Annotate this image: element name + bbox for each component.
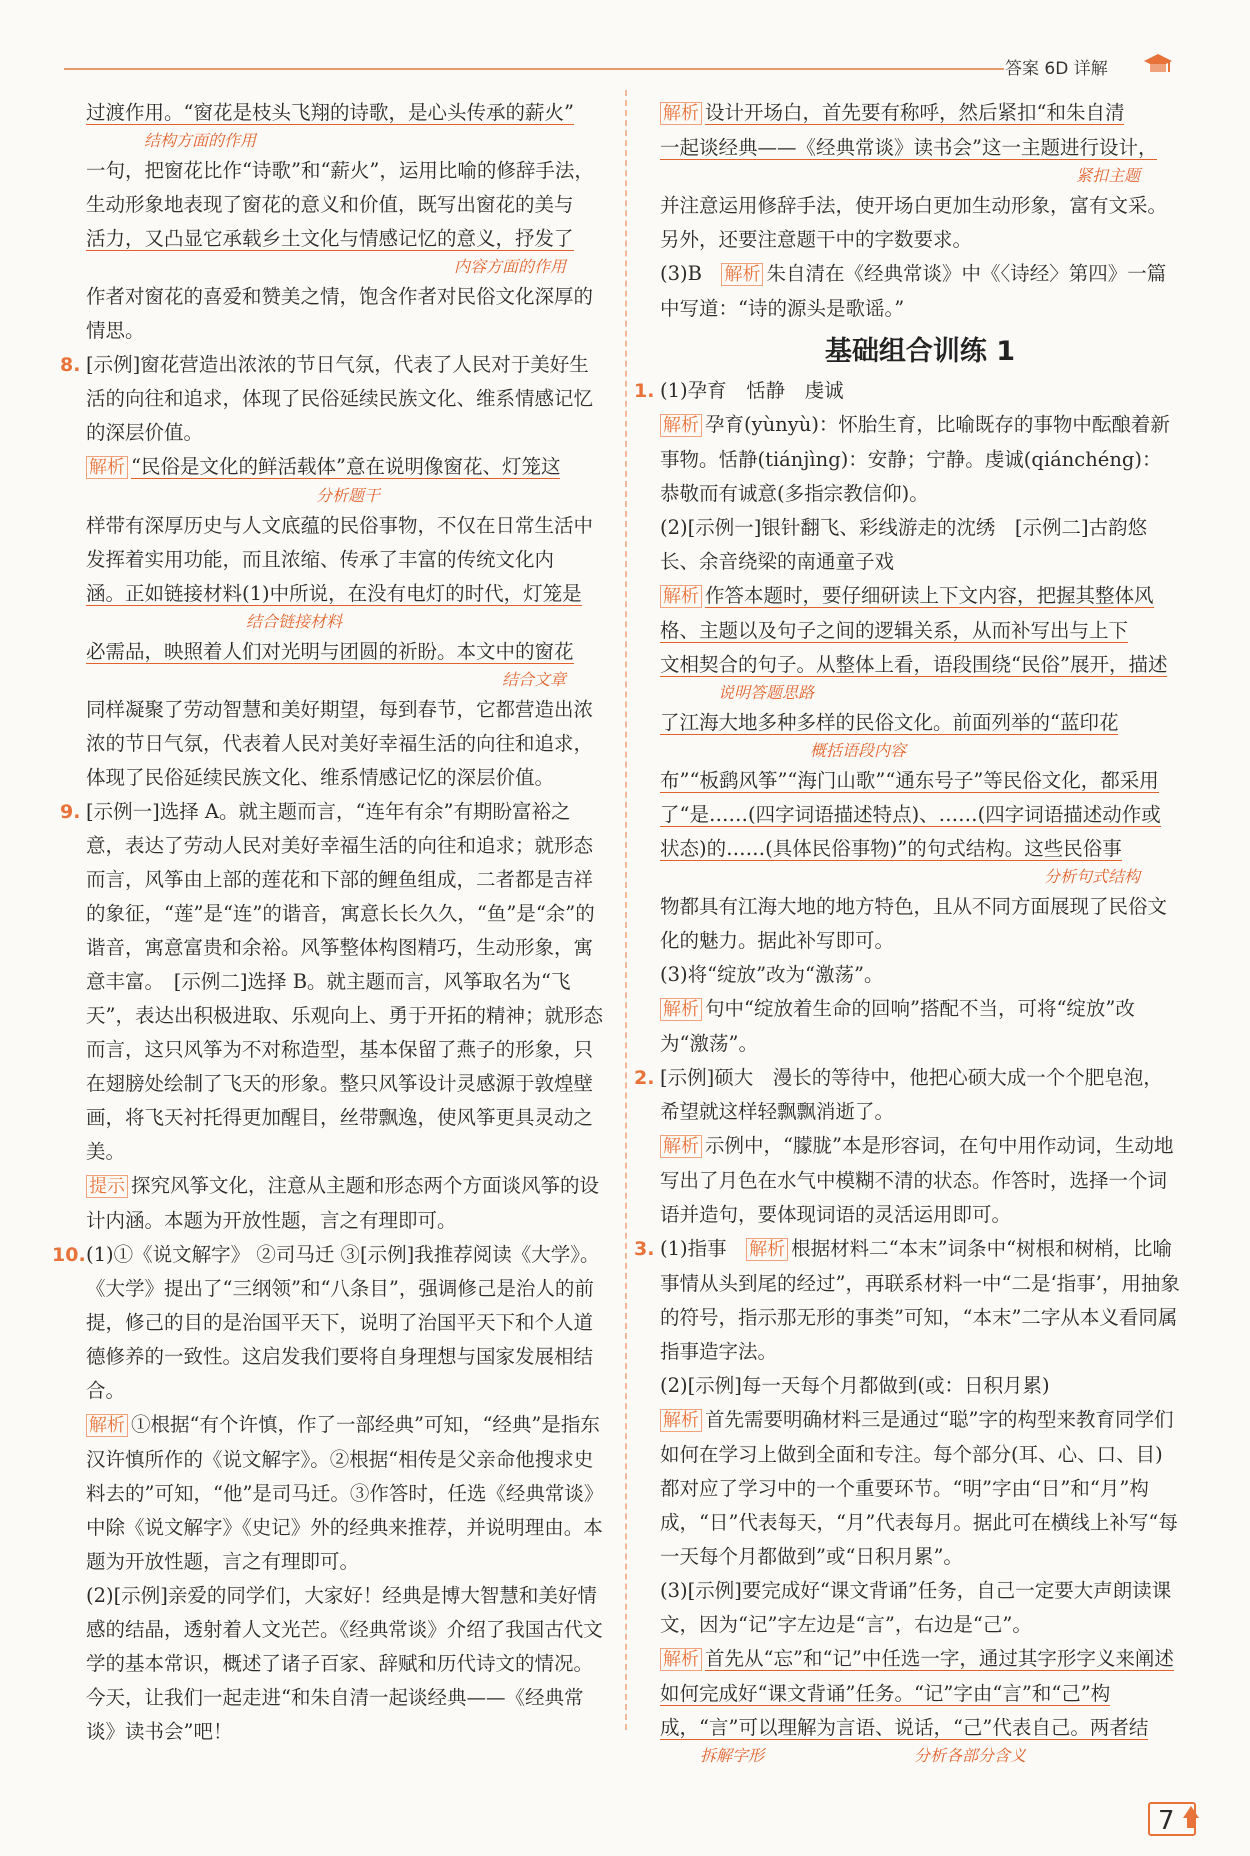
q3-text-3: (2) xyxy=(660,1374,688,1397)
underlined-text: “民俗是文化的鲜活载体”意在说明像窗花、灯笼这 xyxy=(131,455,561,478)
analysis-tag: 解析 xyxy=(660,414,702,437)
underlined-text: 必需品，映照着人们对光明与团圆的祈盼。本文中的窗花 xyxy=(86,640,574,663)
q2-text-1: 硕大 漫长的等待中，他把心硕大成一个个肥皂泡，希望就这样轻飘飘消逝了。 xyxy=(660,1066,1163,1123)
question-9 xyxy=(60,795,606,1238)
left-p3: 作者对窗花的喜爱和赞美之情，饱含作者对民俗文化深厚的情思。 xyxy=(86,285,594,342)
q9-text-2: 选择 B。就主题而言，风筝取名为“飞天”，表达出积极进取、乐观向上、勇于开拓的精神；就形态而言，这只风筝为不对称造型，基本保留了燕子的形象，只在翅膀处绘制了飞天的形象。整只风筝设计灵感源于敦煌壁画，将飞天衬托得更加醒目，丝带飘逸，使风筝更具灵动之美。 xyxy=(86,970,603,1163)
q1-analysis-6: 物都具有江海大地的地方特色，且从不同方面展现了民俗文化的魅力。据此补写即可。 xyxy=(660,895,1168,952)
left-column xyxy=(52,96,606,1749)
analysis-tag: 解析 xyxy=(660,1135,702,1158)
q3-analysis-3 xyxy=(660,1642,1180,1745)
q9-text-1: 选择 A。就主题而言，“连年有余”有期盼富裕之意，表达了劳动人民对美好幸福生活的向往和追求；就形态而言，风筝由上部的莲花和下部的鲤鱼组成，二者都是吉祥的象征，“莲”是“连”的谐音，寓意长长久久，“鱼”是“余”的谐音，寓意富贵和余裕。风筝整体构图精巧，生动形象，寓意丰富。 xyxy=(86,800,595,993)
annotation-split: 拆解字形 xyxy=(700,1746,765,1765)
analysis-tag: 解析 xyxy=(660,585,702,608)
example-tag: 示例二 xyxy=(181,970,240,993)
q8-analysis-2: 样带有深厚历史与人文底蕴的民俗事物，不仅在日常生活中发挥着实用功能，而且浓缩、传承了丰富的传统文化内 xyxy=(86,514,594,571)
q10-part-2: (2)[示例]亲爱的同学们，大家好！经典是博大智慧和美好情感的结晶，透射着人文光芒。《经典常谈》介绍了我国古代文学的基本常识，概述了诸子百家、辞赋和历代诗文的情况。今天，让我们一起走进“和朱自清一起谈经典——《经典常谈》读书会”吧！ xyxy=(86,1584,603,1743)
q1-answer-3: (3)将“绽放”改为“激荡”。 xyxy=(660,963,884,986)
column-divider xyxy=(625,90,627,1730)
q9-tip xyxy=(86,1169,606,1238)
q8-analysis-5: 同样凝聚了劳动智慧和美好期望，每到春节，它都营造出浓浓的节日气氛，代表着人民对美好幸福生活的向往和追求，体现了民俗延续民族文化、维系情感记忆的深层价值。 xyxy=(86,698,594,789)
header-rule xyxy=(64,68,1004,70)
analysis-tag: 解析 xyxy=(660,102,702,125)
underlined-text: 作答本题时，要仔细研读上下文内容，把握其整体风格、主题以及句子之间的逻辑关系，从而补写出与上下 xyxy=(660,584,1154,642)
question-1 xyxy=(634,374,1180,1061)
analysis-tag: 解析 xyxy=(660,1409,702,1432)
q3-text-2: 根据材料二“本末”词条中“树根和树梢，比喻事情从头到尾的经过”，再联系材料一中“二是‘指事’，用抽象的符号，指示那无形的事类”可知，“本末”二字从本义看同属指事造字法。 xyxy=(660,1237,1180,1363)
question-3 xyxy=(634,1232,1180,1769)
answer-3: (3)B xyxy=(660,262,702,285)
q10-text-3: ①根据“有个许慎，作了一部经典”可知，“经典”是指东汉许慎所作的《说文解字》。②根据“相传是父亲命他搜求史料去的”可知，“他”是司马迁。③作答时，任选《经典常谈》中除《说文解字》《史记》外的经典来推荐，并说明理由。本题为开放性题，言之有理即可。 xyxy=(86,1413,604,1573)
right-column xyxy=(634,96,1180,1769)
q1-answer-2: (2)[示例一]银针翻飞、彩线游走的沈绣 [示例二]古韵悠长、余音绕梁的南通童子戏 xyxy=(660,516,1148,573)
underlined-text: 活力，又凸显它承载乡土文化与情感记忆的意义，抒发了 xyxy=(86,227,574,250)
q1-analysis-2 xyxy=(660,579,1180,648)
question-10 xyxy=(52,1238,606,1749)
page-number: 7 xyxy=(1148,1802,1196,1836)
q3-part-3: (3)[示例]要完成好“课文背诵”任务，自己一定要大声朗读课文，因为“记”字左边是“言”，右边是“己”。 xyxy=(660,1579,1172,1636)
question-2 xyxy=(634,1061,1180,1232)
q3-part-2: (2)[示例]每一天每个月都做到(或：日积月累) xyxy=(660,1374,1050,1397)
q8-text: 窗花营造出浓浓的节日气氛，代表了人民对于美好生活的向往和追求，体现了民俗延续民族文化、维系情感记忆的深层价值。 xyxy=(86,353,594,444)
section-title: 基础组合训练 1 xyxy=(824,336,1016,367)
q3-text-6: (3) xyxy=(660,1579,688,1602)
q9-tip-text: 探究风筝文化，注意从主题和形态两个方面谈风筝的设计内涵。本题为开放性题，言之有理即可。 xyxy=(86,1174,600,1232)
underlined-text: 文相契合的句子。从整体上看，语段围绕“民俗”展开，描述 xyxy=(660,653,1168,676)
example-tag: 示例 xyxy=(667,1066,707,1089)
q3-text-7: 要完成好“课文背诵”任务，自己一定要大声朗读课文，因为“记”字左边是“言”，右边是“己”。 xyxy=(660,1579,1172,1636)
graduation-cap-icon xyxy=(1143,52,1173,78)
q3-text-5: 首先需要明确材料三是通过“聪”字的构型来教育同学们如何在学习上做到全面和专注。每个部分(耳、心、口、目)都对应了学习中的一个重要环节。“明”字由“日”和“月”构成，“日”代表每天，“月”代表每月。据此可在横线上补写“每一天每个月都做到”或“日积月累”。 xyxy=(660,1408,1178,1568)
q3-analysis-2 xyxy=(660,1403,1180,1574)
analysis-tag: 解析 xyxy=(721,263,763,286)
example-tag: 示例二 xyxy=(1022,516,1081,539)
question-8 xyxy=(60,348,606,795)
q1-analysis-5 xyxy=(660,764,1180,866)
right-r2-text: 朱自清在《经典常谈》中《〈诗经〉第四》一篇中写道：“诗的源头是歌谣。” xyxy=(660,262,1167,320)
underlined-text: 一起谈经典——《经典常谈》读书会”这一主题进行设计， xyxy=(660,136,1158,159)
right-r1c: 并注意运用修辞手法，使开场白更加生动形象，富有文采。另外，还要注意题干中的字数要求。 xyxy=(660,194,1168,251)
page-arrow-stem xyxy=(1187,1818,1195,1828)
q10-part-1: (1)①《说文解字》 ②司马迁 ③[示例]我推荐阅读《大学》。《大学》提出了“三纲领”和“八条目”，强调修己是治人的前提，修己的目的是治国平天下，说明了治国平天下和个人道德修养的一致性。这启发我们要将自身理想与国家发展相结合。 xyxy=(86,1243,600,1402)
q1-text-12: 句中“绽放着生命的回响”搭配不当，可将“绽放”改为“激荡”。 xyxy=(660,997,1135,1055)
q1-text-2: 孕育(yùnyù)：怀胎生育，比喻既存的事物中酝酿着新事物。恬静(tiánjìng)：安静；宁静。虔诚(qiánchéng)：恭敬而有诚意(多指宗教信仰)。 xyxy=(660,413,1170,505)
underlined-text: 布”“板鹞风筝”“海门山歌”“通东号子”等民俗文化，都采用了“是……(四字词语描述特点)、……(四字词语描述动作或状态)的……(具体民俗事物)”的句式结构。这些民俗事 xyxy=(660,769,1161,860)
q3-text-1: (1)指事 xyxy=(660,1237,727,1260)
underlined-text: 了江海大地多种多样的民俗文化。前面列举的“蓝印花 xyxy=(660,711,1119,734)
left-p2a: 一句，把窗花比作“诗歌”和“薪火”，运用比喻的修辞手法，生动形象地表现了窗花的意义和价值，既写出窗花的美与 xyxy=(86,159,594,216)
annotation-glyphs xyxy=(660,1745,1180,1769)
q10-text-1: (1)①《说文解字》 ②司马迁 ③ xyxy=(86,1243,361,1266)
analysis-tag: 解析 xyxy=(746,1238,788,1261)
example-tag: 示例一 xyxy=(93,800,153,823)
annotation-question: 分析题干 xyxy=(316,486,381,505)
page-arrow-icon xyxy=(1183,1806,1199,1818)
question-number: 9. xyxy=(60,801,81,823)
annotation-article: 结合文章 xyxy=(501,670,566,689)
q1-analysis-3 xyxy=(660,648,1180,682)
question-number: 8. xyxy=(60,354,81,376)
annotation-content: 内容方面的作用 xyxy=(453,257,566,276)
underlined-text: 设计开场白，首先要有称呼，然后紧扣“和朱自清 xyxy=(705,101,1125,124)
example-tag: 示例 xyxy=(367,1243,407,1266)
q3-part-1 xyxy=(660,1232,1180,1369)
q1-text-4: 银针翻飞、彩线游走的沈绣 xyxy=(761,516,996,539)
right-r2 xyxy=(660,257,1180,326)
tip-tag: 提示 xyxy=(86,1175,128,1198)
example-tag: 示例 xyxy=(695,1374,735,1397)
annotation-summary: 概括语段内容 xyxy=(810,741,907,760)
underlined-text: 涵。正如链接材料(1)中所说，在没有电灯的时代，灯笼是 xyxy=(86,582,582,605)
example-tag: 示例 xyxy=(121,1584,161,1607)
q8-answer: [示例]窗花营造出浓浓的节日气氛，代表了人民对于美好生活的向往和追求，体现了民俗延续民族文化、维系情感记忆的深层价值。 xyxy=(86,353,594,444)
q10-analysis xyxy=(86,1408,606,1579)
right-r1a xyxy=(660,96,1180,131)
annotation-meaning: 分析各部分含义 xyxy=(914,1746,1027,1765)
question-number: 2. xyxy=(634,1067,655,1089)
annotation-structure: 结构方面的作用 xyxy=(144,131,257,150)
underlined-text: 过渡作用。“窗花是枝头飞翔的诗歌，是心头传承的薪火” xyxy=(86,101,574,124)
header-label: 答案 6D 详解 xyxy=(1005,59,1108,79)
question-number: 1. xyxy=(634,380,655,402)
annotation-sentence-structure: 分析句式结构 xyxy=(1043,867,1140,886)
annotation-topic: 紧扣主题 xyxy=(1075,166,1140,185)
analysis-tag: 解析 xyxy=(86,1414,128,1437)
q1-analysis-1 xyxy=(660,408,1180,511)
left-p2b xyxy=(86,222,606,256)
q2-answer: [示例]硕大 漫长的等待中，他把心硕大成一个个肥皂泡，希望就这样轻飘飘消逝了。 xyxy=(660,1066,1163,1123)
question-number: 3. xyxy=(634,1238,655,1260)
analysis-tag: 解析 xyxy=(660,1648,702,1671)
q1-analysis-7 xyxy=(660,992,1180,1061)
q3-text-4: 每一天每个月都做到(或：日积月累) xyxy=(741,1374,1050,1397)
q1-analysis-4 xyxy=(660,706,1180,740)
q8-analysis-3 xyxy=(86,577,606,611)
q1-text-3: (2) xyxy=(660,516,688,539)
example-tag: 示例 xyxy=(93,353,133,376)
q8-analysis-1 xyxy=(86,450,606,485)
q8-analysis-4 xyxy=(86,635,606,669)
annotation-approach: 说明答题思路 xyxy=(718,683,815,702)
q10-text-4: (2) xyxy=(86,1584,114,1607)
question-number: 10. xyxy=(52,1244,86,1266)
right-r1b xyxy=(660,131,1180,165)
example-tag: 示例一 xyxy=(695,516,754,539)
example-tag: 示例 xyxy=(695,1579,735,1602)
analysis-tag: 解析 xyxy=(86,456,128,479)
q2-text-2: 示例中，“朦胧”本是形容词，在句中用作动词，生动地写出了月色在水气中模糊不清的状态。作答时，选择一个词语并造句，要体现词语的灵活运用即可。 xyxy=(660,1134,1174,1226)
q10-text-5: 亲爱的同学们，大家好！经典是博大智慧和美好情感的结晶，透射着人文光芒。《经典常谈》介绍了我国古代文学的基本常识，概述了诸子百家、辞赋和历代诗文的情况。今天，让我们一起走进“和朱自清一起谈经典——《经典常谈》读书会”吧！ xyxy=(86,1584,603,1743)
underlined-text: 首先从“忘”和“记”中任选一字，通过其字形字义来阐述如何完成好“课文背诵”任务。“记”字由“言”和“己”构成，“言”可以理解为言语、说话，“己”代表自己。两者结 xyxy=(660,1647,1174,1739)
q9-example-1: [示例一]选择 A。就主题而言，“连年有余”有期盼富裕之意，表达了劳动人民对美好幸福生活的向往和追求；就形态而言，风筝由上部的莲花和下部的鲤鱼组成，二者都是吉祥的象征，“莲”是“连”的谐音，寓意长长久久，“鱼”是“余”的谐音，寓意富贵和余裕。风筝整体构图精巧，生动形象，寓意丰富。 [示例二]选择 B。就主题而言，风筝取名为“飞天”，表达出积极进取、乐观向上、勇于开拓的精神；就形态而言，这只风筝为不对称造型，基本保留了燕子的形象，只在翅膀处绘制了飞天的形象。整只风筝设计灵感源于敦煌壁画，将飞天衬托得更加醒目，丝带飘逸，使风筝更具灵动之美。 xyxy=(86,800,603,1163)
q2-analysis xyxy=(660,1129,1180,1232)
annotation-link-material: 结合链接材料 xyxy=(246,612,343,631)
analysis-tag: 解析 xyxy=(660,998,702,1021)
q1-text-5: 古韵悠长、余音绕梁的南通童子戏 xyxy=(660,516,1148,573)
q10-text-2: 我推荐阅读《大学》。《大学》提出了“三纲领”和“八条目”，强调修己是治人的前提，修己的目的是治国平天下，说明了治国平天下和个人道德修养的一致性。这启发我们要将自身理想与国家发展相结合。 xyxy=(86,1243,600,1402)
left-p1 xyxy=(86,96,606,130)
q1-answer-1: (1)孕育 恬静 虔诚 xyxy=(660,379,844,402)
